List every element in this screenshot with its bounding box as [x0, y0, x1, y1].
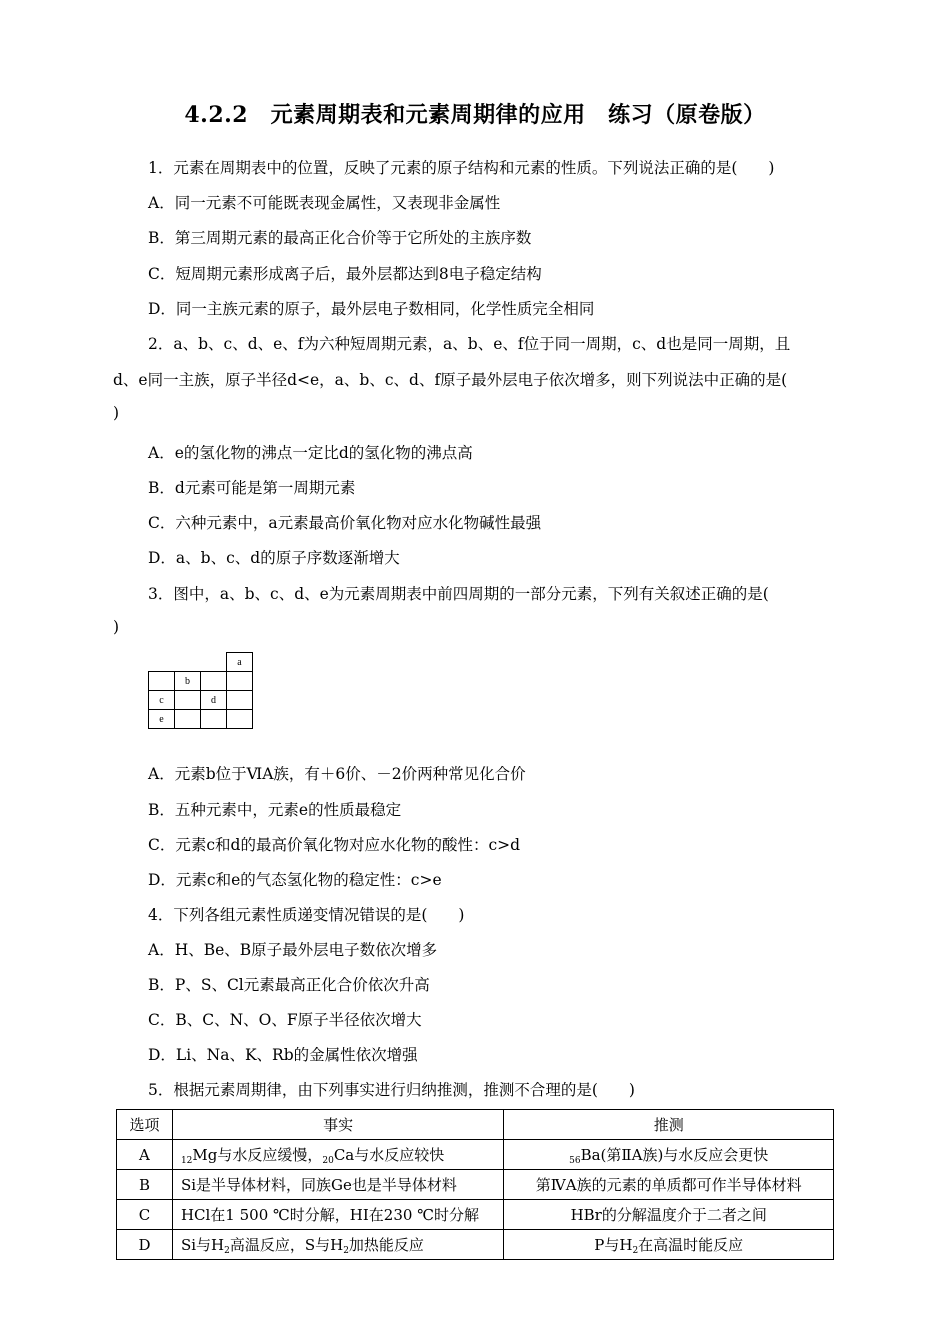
- cell-b: b: [175, 672, 201, 691]
- row-prediction: 第ⅣA族的元素的单质都可作半导体材料: [504, 1170, 834, 1200]
- prediction-text: P与H: [594, 1235, 633, 1254]
- subscript: 2: [632, 1245, 639, 1256]
- q5-table: [116, 1109, 834, 1260]
- prediction-text: Ba(第ⅡA族)与水反应会更快: [580, 1145, 769, 1164]
- row-option: B: [117, 1170, 173, 1200]
- table-row: [117, 1170, 834, 1200]
- periodic-table-fragment: [148, 652, 253, 729]
- row-fact: [172, 1140, 504, 1170]
- row-option: C: [117, 1200, 173, 1230]
- page-title: 4.2.2 元素周期表和元素周期律的应用 练习（原卷版）: [184, 102, 766, 128]
- q4-option-b: B．P、S、Cl元素最高正化合价依次升高: [148, 976, 430, 994]
- atomic-number: 56: [569, 1155, 581, 1166]
- atomic-number: 20: [322, 1155, 334, 1166]
- subscript: 2: [343, 1245, 349, 1256]
- q2-stem-line3: ): [113, 404, 120, 422]
- table-row: [117, 1200, 834, 1230]
- cell-c: c: [149, 691, 175, 710]
- q3-stem-line2: ): [113, 618, 120, 636]
- q3-option-d: D．元素c和e的气态氢化物的稳定性：c>e: [148, 871, 442, 889]
- table-row: [117, 1140, 834, 1170]
- q2-stem-line2: d、e同一主族，原子半径d<e，a、b、c、d、f原子最外层电子依次增多，则下列说法中正确的是(: [113, 371, 788, 389]
- atomic-number: 12: [180, 1155, 193, 1166]
- q3-stem-line1: 3．图中，a、b、c、d、e为元素周期表中前四周期的一部分元素，下列有关叙述正确的是(: [148, 585, 769, 603]
- row-prediction: [504, 1230, 834, 1260]
- header-fact: 事实: [172, 1110, 504, 1140]
- q4-option-d: D．Li、Na、K、Rb的金属性依次增强: [148, 1046, 418, 1064]
- q4-stem: 4．下列各组元素性质递变情况错误的是( ): [148, 906, 465, 924]
- row-fact: HCl在1 500 ℃时分解，HI在230 ℃时分解: [172, 1200, 504, 1230]
- fact-text: Ca与水反应较快: [333, 1145, 445, 1164]
- q3-option-a: A．元素b位于ⅥA族，有＋6价、－2价两种常见化合价: [148, 765, 526, 783]
- q2-option-c: C．六种元素中，a元素最高价氧化物对应水化物碱性最强: [148, 514, 542, 532]
- q1-option-c: C．短周期元素形成离子后，最外层都达到8电子稳定结构: [148, 265, 542, 283]
- table-row: [117, 1230, 834, 1260]
- row-prediction: [504, 1140, 834, 1170]
- q3-option-c: C．元素c和d的最高价氧化物对应水化物的酸性：c>d: [148, 836, 521, 854]
- fact-text: 高温反应，S与H: [229, 1235, 344, 1254]
- fact-text: Mg与水反应缓慢，: [192, 1145, 323, 1164]
- row-prediction: HBr的分解温度介于二者之间: [504, 1200, 834, 1230]
- row-option: D: [117, 1230, 173, 1260]
- q1-option-a: A．同一元素不可能既表现金属性，又表现非金属性: [148, 194, 501, 212]
- q4-option-c: C．B、C、N、O、F原子半径依次增大: [148, 1011, 422, 1029]
- cell-d: d: [201, 691, 227, 710]
- row-option: A: [117, 1140, 173, 1170]
- fact-text: 加热能反应: [348, 1235, 424, 1254]
- fact-text: Si与H: [180, 1235, 225, 1254]
- prediction-text: 在高温时能反应: [638, 1235, 744, 1254]
- q2-option-a: A．e的氢化物的沸点一定比d的氢化物的沸点高: [148, 444, 473, 462]
- subscript: 2: [224, 1245, 230, 1256]
- q1-option-d: D．同一主族元素的原子，最外层电子数相同，化学性质完全相同: [148, 300, 595, 318]
- header-option: 选项: [117, 1110, 173, 1140]
- table-header-row: [117, 1110, 834, 1140]
- q5-stem: 5．根据元素周期律，由下列事实进行归纳推测，推测不合理的是( ): [148, 1081, 635, 1099]
- q3-option-b: B．五种元素中，元素e的性质最稳定: [148, 801, 402, 819]
- cell-a: a: [227, 653, 253, 672]
- row-fact: [172, 1230, 504, 1260]
- q1-option-b: B．第三周期元素的最高正化合价等于它所处的主族序数: [148, 229, 532, 247]
- cell-e: e: [149, 710, 175, 729]
- q2-stem-line1: 2．a、b、c、d、e、f为六种短周期元素，a、b、e、f位于同一周期，c、d也是同一周期，且: [148, 335, 791, 353]
- q2-option-b: B．d元素可能是第一周期元素: [148, 479, 356, 497]
- q4-option-a: A．H、Be、B原子最外层电子数依次增多: [148, 941, 438, 959]
- q2-option-d: D．a、b、c、d的原子序数逐渐增大: [148, 549, 400, 567]
- header-prediction: 推测: [504, 1110, 834, 1140]
- q1-stem: 1．元素在周期表中的位置，反映了元素的原子结构和元素的性质。下列说法正确的是( ): [148, 159, 775, 177]
- row-fact: Si是半导体材料，同族Ge也是半导体材料: [172, 1170, 504, 1200]
